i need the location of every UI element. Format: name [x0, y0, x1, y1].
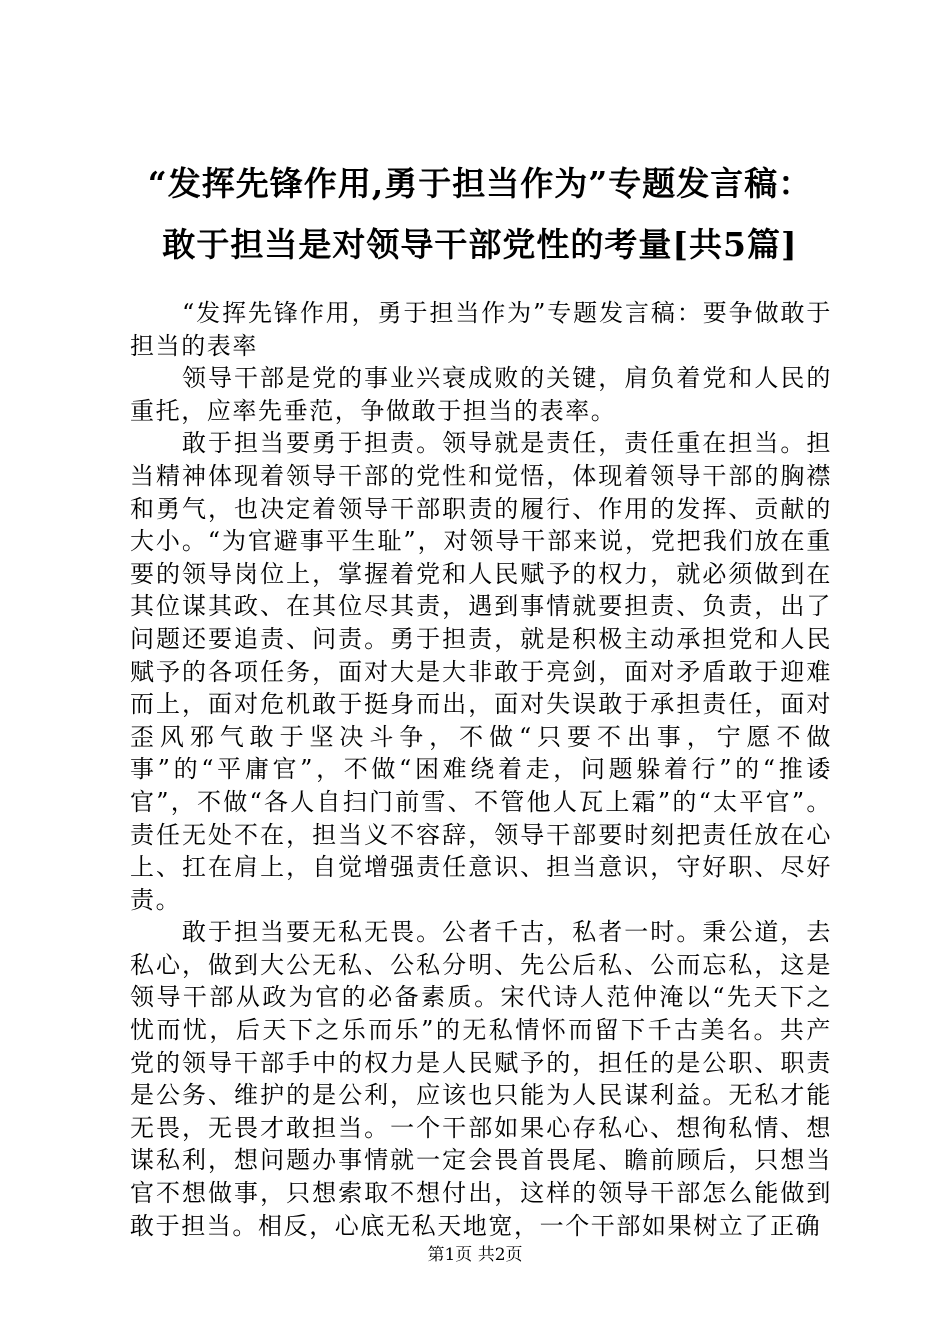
paragraph-responsibility: 敢于担当要勇于担责。领导就是责任，责任重在担当。担当精神体现着领导干部的党性和觉悟，体现着领导干部的胸襟和勇气，也决定着领导干部职责的履行、作用的发挥、贡献的大小。“为官避事平生耻”，对领导干部来说，党把我们放在重要的领导岗位上，掌握着党和人民赋予的权力，就必须做到在其位谋其政、在其位尽其责，遇到事情就要担责、负责，出了问题还要追责、问责。勇于担责，就是积极主动承担党和人民赋予的各项任务，面对大是大非敢于亮剑，面对矛盾敢于迎难而上，面对危机敢于挺身而出，面对失误敢于承担责任，面对歪风邪气敢于坚决斗争，不做“只要不出事，宁愿不做事”的“平庸官”，不做“困难绕着走，问题躲着行”的“推诿官”，不做“各人自扫门前雪、不管他人瓦上霜”的“太平官”。责任无处不在，担当义不容辞，领导干部要时刻把责任放在心上、扛在肩上，自觉增强责任意识、担当意识，守好职、尽好责。 [130, 429, 832, 914]
document-title-line-1: “发挥先锋作用,勇于担当作为”专题发言稿： [147, 164, 813, 203]
paragraph-intro: 领导干部是党的事业兴衰成败的关键，肩负着党和人民的重托，应率先垂范，争做敢于担当的表率。 [130, 364, 832, 425]
page-footer: 第1页 共2页 [427, 1245, 523, 1265]
document-body [130, 297, 832, 1242]
paragraph-subtitle: “发挥先锋作用，勇于担当作为”专题发言稿：要争做敢于担当的表率 [130, 299, 832, 360]
paragraph-selflessness: 敢于担当要无私无畏。公者千古，私者一时。秉公道，去私心，做到大公无私、公私分明、先公后私、公而忘私，这是领导干部从政为官的必备素质。宋代诗人范仲淹以“先天下之忧而忧，后天下之乐而乐”的无私情怀而留下千古美名。共产党的领导干部手中的权力是人民赋予的，担任的是公职、职责是公务、维护的是公利，应该也只能为人民谋利益。无私才能无畏，无畏才敢担当。一个干部如果心存私心、想徇私情、想谋私利，想问题办事情就一定会畏首畏尾、瞻前顾后，只想当官不想做事，只想索取不想付出，这样的领导干部怎么能做到敢于担当。相反，心底无私天地宽，一个干部如果树立了正确 [130, 918, 832, 1240]
document-title-line-2: 敢于担当是对领导干部党性的考量[共5篇] [162, 225, 798, 264]
